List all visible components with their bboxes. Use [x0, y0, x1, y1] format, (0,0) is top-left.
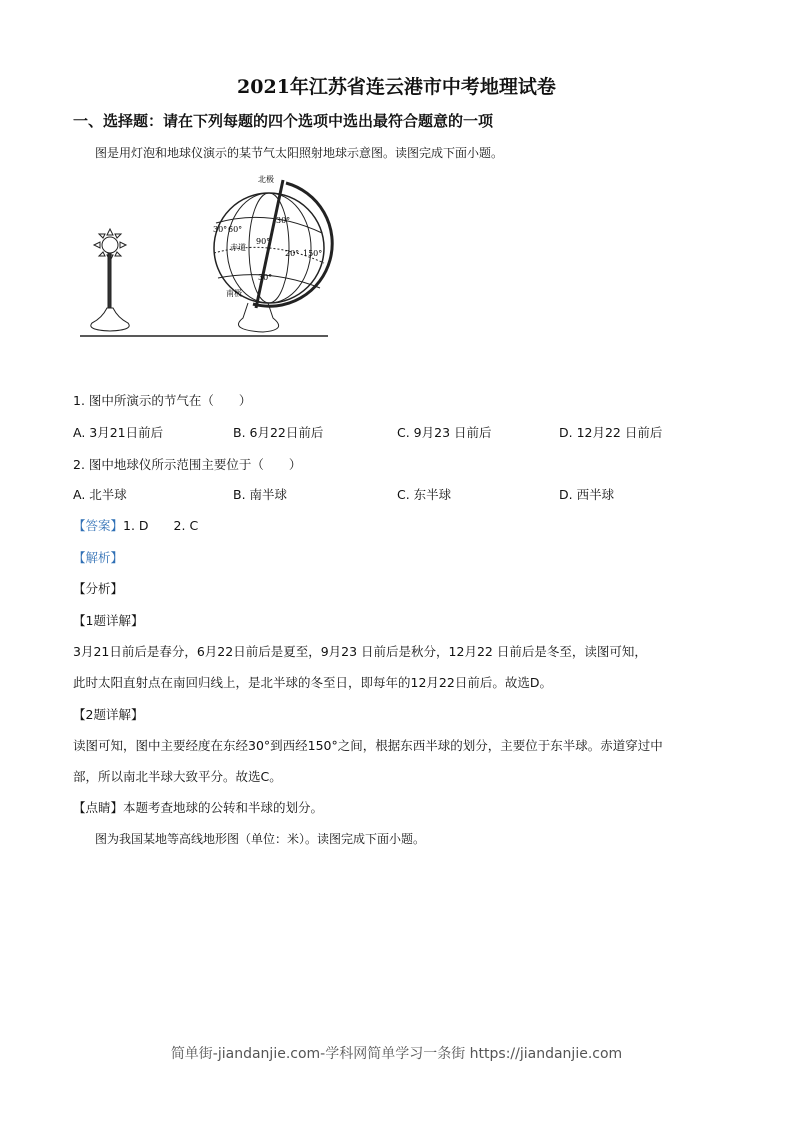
label-north-pole: 北极 [258, 175, 274, 184]
label-30s: 30° [258, 273, 273, 282]
detail-1-line-1: 3月21日前后是春分，6月22日前后是夏至，9月23 日前后是秋分，12月22 日前后是冬至，读图可知， [73, 644, 647, 659]
q2-option-b: B. 南半球 [233, 487, 288, 502]
answer-line [73, 516, 198, 534]
q1-option-c: C. 9月23 日前后 [397, 425, 492, 440]
detail-1-heading: 【1题详解】 [73, 613, 144, 628]
detail-2-heading: 【2题详解】 [73, 707, 144, 722]
page-title: 2021年江苏省连云港市中考地理试卷 [237, 76, 556, 98]
intro-text: 图是用灯泡和地球仪演示的某节气太阳照射地球示意图。读图完成下面小题。 [95, 146, 504, 160]
analysis-heading: 【分析】 [73, 581, 124, 596]
label-150: 150° [303, 249, 323, 258]
detail-2-line-2: 部，所以南北半球大致平分。故选C。 [73, 769, 282, 784]
label-equator: 赤道 [230, 243, 246, 252]
key-point: 【点睛】本题考查地球的公转和半球的划分。 [73, 800, 324, 815]
q2-option-d: D. 西半球 [559, 487, 615, 502]
label-20: 20° [285, 249, 300, 258]
question-2-stem: 2. 图中地球仪所示范围主要位于（ ） [73, 457, 302, 472]
label-30n: 30° [276, 216, 291, 225]
intro-text-2: 图为我国某地等高线地形图（单位：米）。读图完成下面小题。 [95, 832, 426, 846]
analysis-label: 【解析】 [73, 550, 124, 565]
globe-lamp-figure [78, 168, 338, 348]
detail-2-line-1: 读图可知，图中主要经度在东经30°到西经150°之间，根据东西半球的划分，主要位于东半球。赤道穿过中 [73, 738, 663, 753]
label-30w: 30° [213, 225, 228, 234]
page-footer: 简单街-jiandanjie.com-学科网简单学习一条街 https://jiandanjie.com [170, 1046, 623, 1062]
answer-text: 1. D 2. C [123, 518, 199, 533]
q1-option-b: B. 6月22日前后 [233, 425, 324, 440]
label-south-pole: 南极 [226, 289, 242, 298]
q1-option-a: A. 3月21日前后 [73, 425, 164, 440]
q1-option-d: D. 12月22 日前后 [559, 425, 663, 440]
section-heading: 一、选择题：请在下列每题的四个选项中选出最符合题意的一项 [73, 112, 494, 130]
lamp-illustration [91, 229, 129, 331]
label-60: 60° [228, 225, 243, 234]
q2-option-c: C. 东半球 [397, 487, 452, 502]
q2-option-a: A. 北半球 [73, 487, 127, 502]
label-90: 90° [256, 237, 271, 246]
question-1-stem: 1. 图中所演示的节气在（ ） [73, 393, 252, 408]
detail-1-line-2: 此时太阳直射点在南回归线上，是北半球的冬至日，即每年的12月22日前后。故选D。 [73, 675, 552, 690]
answer-label: 【答案】 [73, 518, 124, 533]
